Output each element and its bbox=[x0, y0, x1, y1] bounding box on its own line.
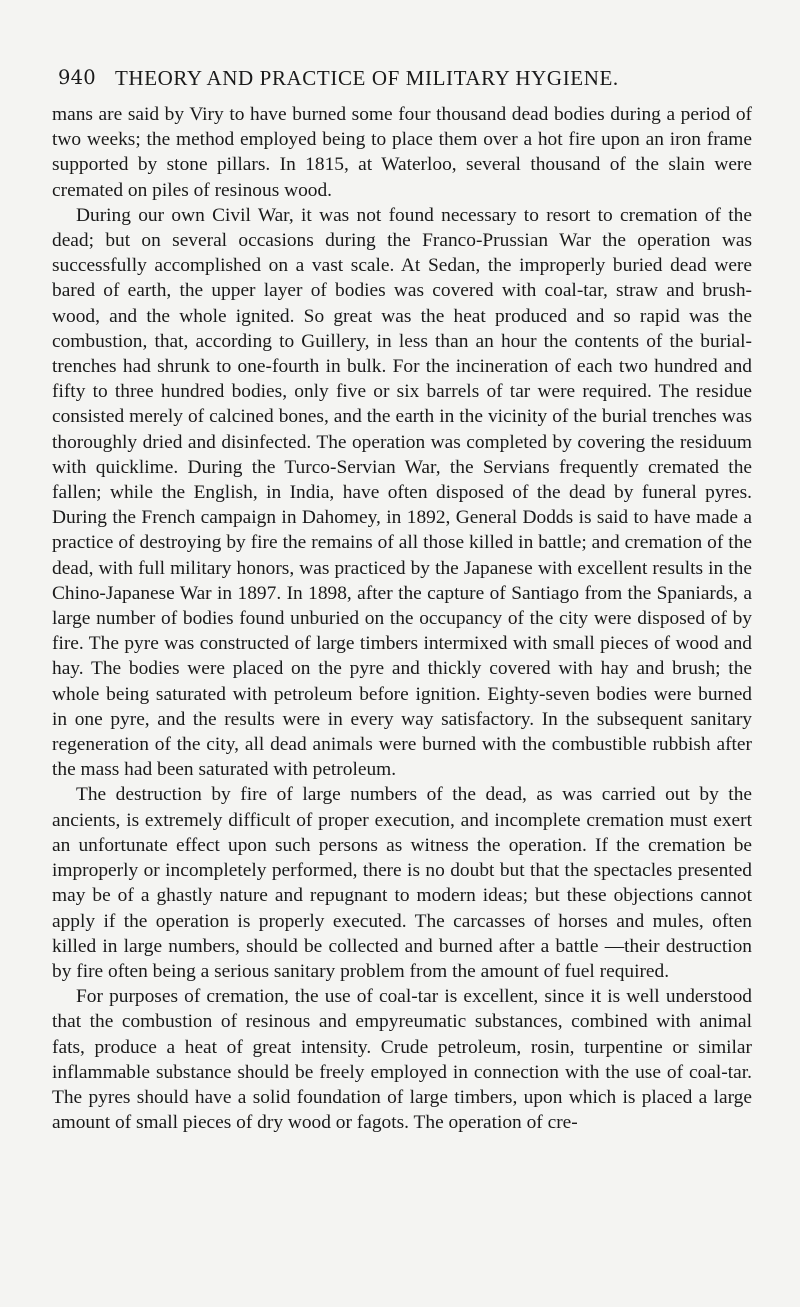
paragraph-continued: mans are said by Viry to have burned some four thousand dead bodies during a period of two weeks; the method employed being to place them over a hot fire upon an iron frame supported by stone pillars. In 1815, at Waterloo, several thousand of the slain were cremated on piles of resinous wood. bbox=[52, 104, 752, 201]
paragraph-destruction-by-fire: The destruction by fire of large numbers of the dead, as was carried out by the ancients, is extremely difficult of proper execution, and incomplete cremation must exert an unfortunate effect upon such persons as witness the operation. If the cremation be improperly or incompletely performed, there is no doubt but that the spectacles presented may be of a ghastly nature and repugnant to modern ideas; but these objections cannot apply if the operation is properly executed. The carcasses of horses and mules, often killed in large numbers, should be collected and burned after a battle —their destruction by fire often being a serious sanitary problem from the amount of fuel required. bbox=[52, 784, 752, 982]
paragraph-cremation-purposes: For purposes of cremation, the use of coal-tar is excellent, since it is well understood that the combustion of resinous and empyreumatic substances, combined with animal fats, produce a heat of great intensity. Crude petroleum, rosin, turpentine or similar inflammable substance should be freely employed in connection with the use of coal-tar. The pyres should have a solid foundation of large timbers, upon which is placed a large amount of small pieces of dry wood or fagots. The operation of cre- bbox=[52, 986, 752, 1134]
running-head bbox=[52, 66, 752, 92]
body-text bbox=[52, 102, 752, 1135]
page-number: 940 bbox=[58, 66, 96, 89]
paragraph-civil-war: During our own Civil War, it was not found necessary to resort to cremation of the dead; but on several occasions during the Franco-Prussian War the operation was successfully accomplished on a vast scale. At Sedan, the improperly buried dead were bared of earth, the upper layer of bodies was covered with coal-tar, straw and brush-wood, and the whole ignited. So great was the heat produced and so rapid was the combustion, that, according to Guillery, in less than an hour the contents of the burial-trenches had shrunk to one-fourth in bulk. For the incineration of each two hundred and fifty to three hundred bodies, only five or six barrels of tar were required. The residue consisted merely of calcined bones, and the earth in the vicinity of the burial trenches was thoroughly dried and disinfected. The operation was completed by covering the residuum with quicklime. During the Turco-Servian War, the Servians frequently cremated the fallen; while the English, in India, have often disposed of the dead by funeral pyres. During the French campaign in Dahomey, in 1892, General Dodds is said to have made a practice of destroying by fire the remains of all those killed in battle; and cremation of the dead, with full military honors, was practiced by the Japanese with excellent results in the Chino-Japanese War in 1897. In 1898, after the capture of Santiago from the Spaniards, a large number of bodies found unburied on the occupancy of the city were disposed of by fire. The pyre was constructed of large timbers intermixed with small pieces of wood and hay. The bodies were placed on the pyre and thickly covered with hay and brush; the whole being saturated with petroleum before ignition. Eighty-seven bodies were burned in one pyre, and the results were in every way satisfactory. In the subsequent sanitary regeneration of the city, all dead animals were burned with the combustible rubbish after the mass had been saturated with petroleum. bbox=[52, 204, 752, 781]
running-title: THEORY AND PRACTICE OF MILITARY HYGIENE. bbox=[115, 66, 619, 90]
